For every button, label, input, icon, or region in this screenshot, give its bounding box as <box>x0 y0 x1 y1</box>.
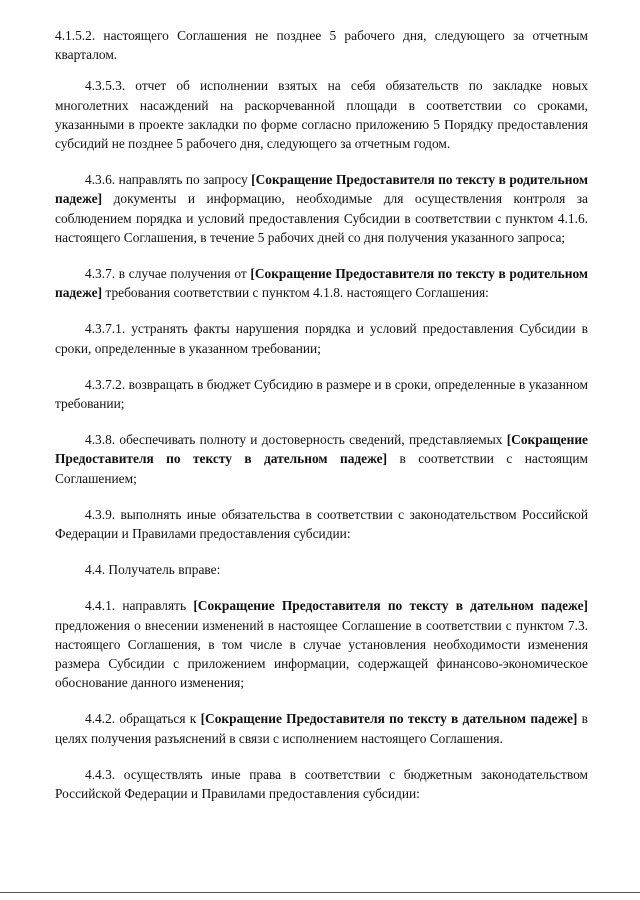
paragraph-4-3-8 <box>55 430 588 488</box>
paragraph-text: 4.3.7.2. возвращать в бюджет Субсидию в размере и в сроки, определенные в указанном требовании; <box>55 376 588 412</box>
paragraph-text: требования соответствии с пунктом 4.1.8. настоящего Соглашения: <box>102 285 489 301</box>
paragraph-text: 4.3.7.1. устранять факты нарушения порядка и условий предоставления Субсидии в сроки, определенные в указанном требовании; <box>55 321 588 356</box>
document-body <box>55 26 588 820</box>
placeholder-grantor-genitive: [Сокращение Предоставителя по тексту в родительном падеже] <box>55 266 589 301</box>
paragraph-text: 4.3.9. выполнять иные обязательства в соответствии с законодательством Российской Федерации и Правилами предоставления субсидии: <box>55 506 588 542</box>
paragraph-text: 4.3.8. обеспечивать полноту и достоверность сведений, представляемых <box>85 432 507 448</box>
paragraph-4-4-2 <box>55 709 588 747</box>
placeholder-grantor-dative: [Сокращение Предоставителя по тексту в дательном падеже] <box>200 711 578 727</box>
paragraph-text: в целях получения разъяснений в связи с исполнением настоящего Соглашения. <box>55 711 589 746</box>
paragraph-4-3-5-3 <box>55 76 588 153</box>
paragraph-text: 4.3.6. направлять по запросу <box>85 172 252 188</box>
paragraph-4-1-5-2 <box>55 26 588 64</box>
paragraph-text: 4.4. Получатель вправе: <box>85 562 221 578</box>
paragraph-4-3-9 <box>55 505 588 543</box>
paragraph-text: 4.3.5.3. отчет об исполнении взятых на себя обязательств по закладке новых многолетних насаждений на раскорчеванной площади в соответствии со сроками, указанными в проекте закладки по форме согласно приложению 5 Порядку предоставления субсидий не позднее 5 рабочего дня, следующего за отчетным годом. <box>55 78 588 152</box>
paragraph-4-3-7-1 <box>55 319 588 357</box>
paragraph-text: документы и информацию, необходимые для осуществления контроля за соблюдением порядка и условий предоставления Субсидии в соответствии с пунктом 4.1.6. настоящего Соглашения, в течение 5 рабочих дней со дня получения указанного запроса; <box>55 191 588 245</box>
placeholder-grantor-dative: [Сокращение Предоставителя по тексту в дательном падеже] <box>55 432 588 467</box>
paragraph-4-4 <box>55 560 588 579</box>
page-bottom-rule <box>0 892 640 893</box>
paragraph-4-3-7 <box>55 264 588 302</box>
paragraph-text: 4.1.5.2. настоящего Соглашения не позднее 5 рабочего дня, следующего за отчетным кварталом. <box>55 28 588 63</box>
paragraph-text: 4.4.2. обращаться к <box>85 711 201 727</box>
paragraph-4-4-3 <box>55 765 588 803</box>
paragraph-4-3-6 <box>55 170 588 247</box>
placeholder-grantor-dative: [Сокращение Предоставителя по тексту в дательном падеже] <box>193 598 588 614</box>
paragraph-text: предложения о внесении изменений в настоящее Соглашение в соответствии с пунктом 7.3. настоящего Соглашения, в том числе в случае установления необходимости изменения размера Субсидии с приложением информации, содержащей финансово-экономическое обоснование данного изменения; <box>55 617 588 691</box>
paragraph-4-4-1 <box>55 596 588 692</box>
paragraph-4-3-7-2 <box>55 375 588 413</box>
placeholder-grantor-genitive: [Сокращение Предоставителя по тексту в родительном падеже] <box>55 172 588 207</box>
paragraph-text: в соответствии с настоящим Соглашением; <box>55 451 588 486</box>
paragraph-text: 4.4.3. осуществлять иные права в соответствии с бюджетным законодательством Российской Федерации и Правилами предоставления субсидии: <box>55 766 588 802</box>
paragraph-text: 4.4.1. направлять <box>85 598 194 614</box>
paragraph-text: 4.3.7. в случае получения от <box>85 266 251 282</box>
